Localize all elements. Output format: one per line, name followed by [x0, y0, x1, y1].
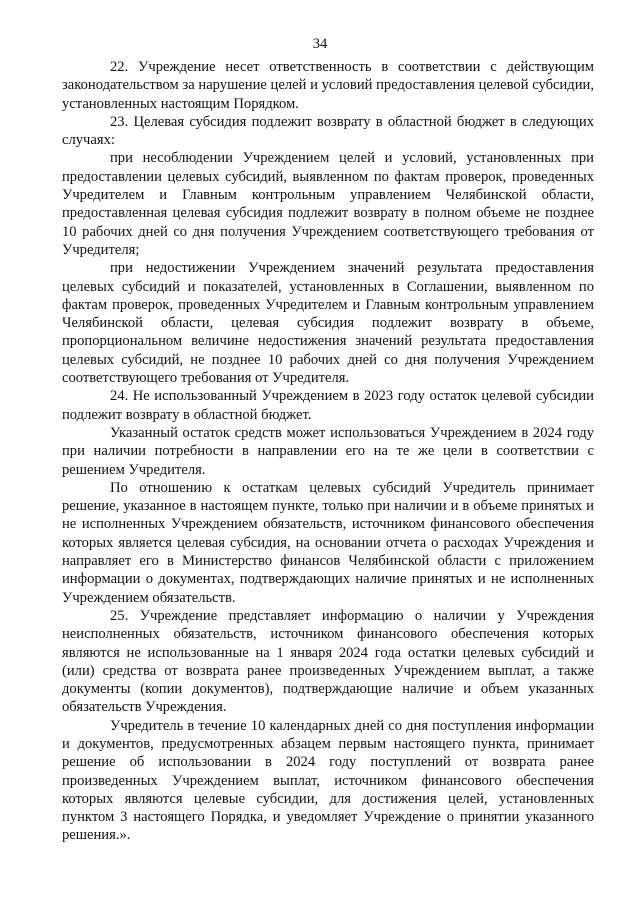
paragraph-25-founder-decision: Учредитель в течение 10 календарных дней со дня поступления информации и документов, предусмотренных абзацем первым настоящего пункта, принимает решение об использовании в 2024 году поступлений от возврата ранее произведенных Учреждением выплат, источником финансового обеспечения которых являются целевые субсидии, для достижения целей, установленных пунктом 3 настоящего Порядка, и уведомляет Учреждение о принятии указанного решения.».: [62, 717, 594, 844]
paragraph-25: 25. Учреждение представляет информацию о наличии у Учреждения неисполненных обязательств, источником финансового обеспечения которых являются не использованные на 1 января 2024 года остатки целевых субсидий и (или) средства от возврата ранее произведенных Учреждением выплат, а также документы (копии документов), подтверждающие наличие и объем указанных обязательств Учреждения.: [62, 607, 594, 716]
page-number: 34: [312, 36, 328, 52]
paragraph-24: 24. Не использованный Учреждением в 2023 году остаток целевой субсидии подлежит возврату в областной бюджет.: [62, 388, 594, 423]
paragraph-24-decision: По отношению к остаткам целевых субсидий Учредитель принимает решение, указанное в настоящем пункте, только при наличии и в объеме принятых и не исполненных Учреждением обязательств, источником финансового обеспечения которых является целевая субсидия, на основании отчета о расходах Учреждения и направляет его в Министерство финансов Челябинской области с приложением информации о документах, подтверждающих наличие принятых и не исполненных Учреждением обязательств.: [62, 479, 594, 606]
document-body: [62, 58, 594, 845]
paragraph-22: 22. Учреждение несет ответственность в соответствии с действующим законодательством за нарушение целей и условий предоставления целевой субсидии, установленных настоящим Порядком.: [62, 59, 594, 112]
paragraph-23-case-2: при недостижении Учреждением значений результата предоставления целевых субсидий и показателей, установленных в Соглашении, выявленном по фактам проверок, проведенных Учредителем и Главным контрольным управлением Челябинской области, целевая субсидия подлежит возврату в объеме, пропорциональном величине недостижения значений результата предоставления целевых субсидий, не позднее 10 рабочих дней со дня получения Учреждением соответствующего требования от Учредителя.: [62, 260, 594, 387]
paragraph-23-case-1: при несоблюдении Учреждением целей и условий, установленных при предоставлении целевых субсидий, выявленном по фактам проверок, проведенных Учредителем и Главным контрольным управлением Челябинской области, предоставленная целевая субсидия подлежит возврату в полном объеме не позднее 10 рабочих дней со дня получения Учреждением соответствующего требования от Учредителя;: [62, 150, 594, 258]
paragraph-24-remainder-use: Указанный остаток средств может использоваться Учреждением в 2024 году при наличии потребности в направлении его на те же цели в соответствии с решением Учредителя.: [62, 424, 594, 478]
paragraph-23: 23. Целевая субсидия подлежит возврату в областной бюджет в следующих случаях:: [62, 113, 594, 149]
